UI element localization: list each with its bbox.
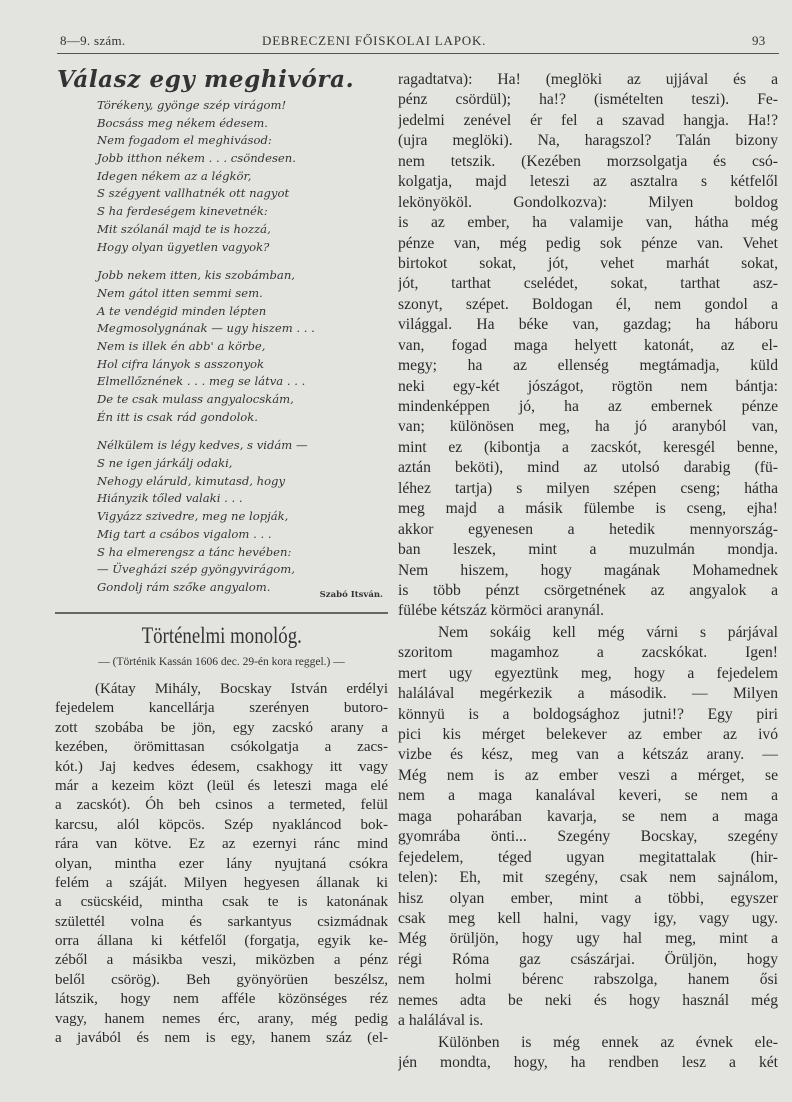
- text-line: (Kátay Mihály, Bocskay István erdélyi: [95, 681, 388, 697]
- text-line: a zacskót). Óh beh csinos a termeted, felül: [55, 797, 388, 814]
- text-line: zott szobába be jön, egy zacskó arany a: [55, 719, 388, 736]
- poem-line: S ha elmerengsz a tánc hevében:: [97, 544, 292, 559]
- poem-line: De te csak mulass angyalocskám,: [97, 392, 294, 406]
- poem-line: Elmellőznének . . . meg se látva . . .: [97, 374, 306, 389]
- text-line: ban leszek, mint a muzulmán mondja.: [398, 541, 778, 559]
- header-rule: [57, 53, 779, 54]
- poem-line: S ha ferdeségem kinevetnék:: [97, 204, 268, 219]
- poem-author: Szabó Itsván.: [319, 590, 383, 600]
- paragraph: [398, 70, 778, 622]
- poem-line: Megmosolygnának — ugy hiszem . . .: [97, 321, 315, 336]
- text-line: Még örüljön, hogy ugy hal meg, mint a: [398, 930, 778, 948]
- poem-line: Idegen nékem az a légkör,: [97, 168, 252, 183]
- poem-line: S szégyent vallhatnék ott nagyot: [97, 186, 290, 201]
- text-line: könnyü is a boldogsághoz jutni!? Egy piri: [398, 705, 778, 723]
- text-line: szonyt, szépet. Boldogan él, nem gondol a: [398, 295, 778, 313]
- poem-line: Én itt is csak rád gondolok.: [97, 409, 258, 424]
- text-line: fejedelem, téged ugyan megitattalak (hir-: [398, 848, 778, 866]
- text-line: születtél volna és sarkantyus csizmádnak: [55, 913, 388, 930]
- poem-line: Mig tart a csábos vigalom . . .: [97, 526, 272, 541]
- poem-line: S ne igen járkálj odaki,: [97, 456, 233, 471]
- text-line: felém a száját. Milyen hegyesen állanak ki: [55, 874, 388, 891]
- text-line: látszik, hogy nem afféle közönséges réz: [55, 991, 388, 1008]
- text-line: nem holmi bérenc rabszolga, hanem ősi: [398, 971, 778, 989]
- text-line: hisz olyan ember, mint a többi, egyszer: [398, 889, 778, 907]
- article-title-text: Történelmi monológ.: [141, 623, 302, 648]
- text-line: is több pénzt csörgetnének az angyalok a: [398, 581, 778, 599]
- text-line: a halálával is.: [398, 1012, 484, 1030]
- text-line: neki egy-két jószágot, rögtön nem bántja:: [398, 377, 778, 395]
- text-line: fejedelem kancellárja szerényen butoro-: [55, 700, 388, 717]
- text-line: aztán beköti), mind az utolsó darabig (fü-: [398, 459, 778, 477]
- text-line: csak meg kell halni, vagy igy, vagy ugy.: [398, 909, 778, 927]
- poem-stanza: [97, 267, 389, 426]
- text-line: régi Róma gaz császárjai. Örüljön, hogy: [398, 950, 778, 968]
- poem-stanza: [97, 437, 389, 596]
- poem-line: Törékeny, gyönge szép virágom!: [97, 98, 287, 112]
- text-line: mert ugy egyeztünk meg, hogy a fejedelem: [398, 664, 778, 682]
- poem-stanza: [97, 97, 389, 256]
- poem-line: Hol cifra lányok s asszonyok: [97, 356, 264, 371]
- text-line: maga poharában kavarja, se nem a maga: [398, 807, 778, 825]
- text-line: olyan, mintha ezer lány nyujtaná csókra: [55, 855, 388, 872]
- article-right-column: [398, 70, 778, 1073]
- text-line: halálával megérkezik a második. — Milyen: [398, 685, 778, 703]
- poem-line: Gondolj rám szőke angyalom.: [97, 579, 271, 594]
- poem-line: Nélkülem is légy kedves, s vidám —: [97, 438, 308, 453]
- article-subtitle: — (Történik Kassán 1606 dec. 29-én kora reggel.) —: [98, 656, 345, 668]
- text-line: van, fogad maga helyett katonát, az el-: [398, 336, 778, 354]
- text-line: Nem hiszem, hogy magának Mohamednek: [398, 561, 778, 579]
- text-line: birtokot sokat, jót, vehet marhát sokat,: [398, 254, 778, 272]
- poem-line: A te vendégid minden lépten: [97, 303, 267, 318]
- text-line: jén mondta, hogy, ha rendben lesz a két: [398, 1054, 778, 1071]
- poem-line: Bocsáss meg nékem édesem.: [97, 115, 268, 130]
- poem-line: Hiányzik tőled valaki . . .: [97, 491, 243, 506]
- text-line: vagy, hanem nemes érc, arany, még pedig: [55, 1010, 388, 1027]
- text-line: nem tetszik. (Kezében morzsolgatja és csó-: [398, 152, 778, 170]
- paragraph: [398, 623, 778, 1032]
- text-line: (ujra meglöki). Na, haragszol? Talán bizony: [398, 132, 778, 150]
- poem-line: Mit szólanál majd te is hozzá,: [97, 221, 271, 236]
- text-line: léhez tartja) s milyen szépen cseng; hátha: [398, 479, 778, 497]
- text-line: vizbe és kész, meg van a kétszáz arany. —: [398, 746, 778, 764]
- poem-line: Jobb itthon nékem . . . csöndesen.: [97, 151, 296, 166]
- text-line: lekönyököl. Gondolkozva): Milyen boldog: [398, 193, 778, 211]
- text-line: karcsu, alól köpcös. Szép nyakláncod bok-: [55, 816, 388, 833]
- text-line: szoritom magamhoz a zacskókat. Igen!: [398, 644, 778, 662]
- text-line: meg majd a másik fülembe is cseng, ejha!: [398, 500, 778, 518]
- poem-line: Vigyázz szivedre, meg ne lopják,: [97, 509, 289, 524]
- text-line: pici kis mérget belekever az ember az ivó: [398, 726, 778, 743]
- poem-line: Hogy olyan ügyetlen vagyok?: [97, 239, 270, 254]
- text-line: fülébe kétszáz körmöci aranynál.: [398, 602, 605, 620]
- text-line: Még nem is az ember veszi a mérget, se: [398, 766, 778, 784]
- text-line: mindenképpen jó, ha az embernek pénze: [398, 398, 778, 415]
- text-line: kezében, örömittasan csókolgatja a zacs-: [55, 739, 388, 756]
- text-line: rára van kötve. Ez az ezernyi ránc mind: [55, 836, 388, 853]
- issue-number: 8—9. szám.: [60, 33, 126, 48]
- text-line: telen): Eh, mit szegény, csak nem sajnálom,: [398, 869, 778, 887]
- text-line: van; különösen meg, ha jó aranyból van,: [398, 418, 778, 436]
- section-divider: [55, 612, 388, 614]
- text-line: a javából és nem is egy, hanem száz (el-: [55, 1030, 388, 1047]
- paragraph: [55, 680, 388, 1048]
- poem-title: Válasz egy meghivóra.: [57, 66, 355, 93]
- article-left-column: [55, 680, 388, 1048]
- text-line: világgal. Ha béke van, gazdag; ha háboru: [398, 316, 778, 334]
- poem-line: — Üvegházi szép gyöngyvirágom,: [97, 562, 295, 577]
- article-title: [55, 623, 388, 649]
- poem-line: Nem fogadom el meghivásod:: [97, 133, 272, 148]
- poem-line: Nem gátol itten semmi sem.: [97, 285, 263, 300]
- text-line: megy; ha az ellenség megtámadja, küld: [398, 357, 778, 375]
- text-line: akkor egyenesen a hetedik mennyország-: [398, 520, 778, 538]
- poem-body: [97, 97, 389, 597]
- text-line: kót.) Jaj kedves édesem, csakhogy itt vagy: [55, 758, 388, 775]
- text-line: Különben is még ennek az évnek ele-: [438, 1033, 778, 1051]
- text-line: már a kezeim közt (leül és leteszi maga elé: [55, 777, 388, 794]
- text-line: is az ember, ha valamije van, hátha még: [398, 214, 778, 232]
- text-line: Nem sokáig kell még várni s párjával: [438, 623, 778, 641]
- poem-line: Nem is illek én abb' a körbe,: [97, 338, 266, 353]
- text-line: pénz csördül); ha!? (ismételten teszi). Fe-: [398, 91, 778, 109]
- journal-title: DEBRECZENI FŐISKOLAI LAPOK.: [262, 33, 487, 48]
- page-number: 93: [752, 33, 766, 48]
- text-line: mint ez (kibontja a zacskót, keresgél benne,: [398, 438, 778, 456]
- text-line: nem a maga kanalával keveri, se nem a: [398, 787, 778, 805]
- text-line: ragadtatva): Ha! (meglöki az ujjával és a: [398, 71, 778, 88]
- text-line: orra állana ki kétfelől (forgatja, egyik ke-: [55, 933, 388, 950]
- text-line: kolgatja, majd leteszi az asztalra s kétfelől: [398, 173, 778, 191]
- poem-line: Jobb nekem itten, kis szobámban,: [97, 268, 295, 283]
- text-line: zéből a másikba veszi, miközben a pénz: [55, 952, 388, 969]
- text-line: jót, tarthat cselédet, sokat, tarthat asz-: [398, 275, 778, 293]
- text-line: nemes adta be neki és hogy használ még: [398, 991, 778, 1009]
- text-line: belől csörög). Beh gyönyörüen beszélsz,: [55, 971, 388, 988]
- text-line: pénze van, még pedig sok pénze van. Vehet: [398, 234, 778, 252]
- text-line: jedelmi zenével ér fel a szavad hangja. Ha!?: [398, 111, 778, 129]
- poem-line: Nehogy eláruld, kimutasd, hogy: [97, 473, 286, 488]
- text-line: a csücskéid, mintha csak te is katonának: [55, 894, 388, 911]
- text-line: gyomrába önti... Szegény Bocskay, szegény: [398, 828, 778, 846]
- paragraph: [398, 1033, 778, 1074]
